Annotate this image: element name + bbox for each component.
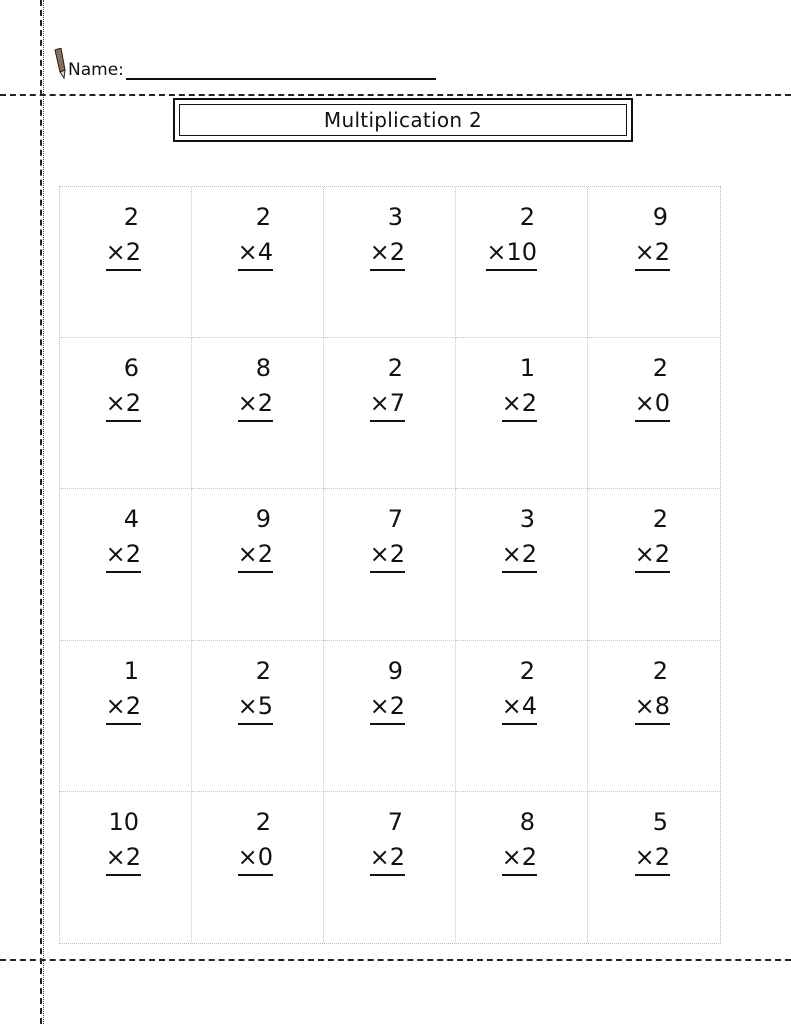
- problem: [502, 350, 537, 422]
- problem-top-number: 2: [255, 807, 271, 836]
- problem-cell: [456, 489, 588, 640]
- problem-cell: [192, 338, 324, 489]
- problem: [106, 653, 141, 725]
- problem-multiplier: ×7: [370, 386, 405, 422]
- problem-cell: [588, 641, 720, 792]
- cut-line-vertical: [40, 0, 42, 1024]
- problem-multiplier: ×2: [238, 537, 273, 573]
- problem-top-number: 3: [387, 203, 403, 231]
- problem-cell: [456, 338, 588, 489]
- problem-cell: [192, 641, 324, 792]
- problem-top-number: 2: [652, 656, 668, 685]
- problem-top-number: 2: [387, 354, 403, 383]
- page-title: Multiplication 2: [323, 108, 483, 132]
- problem-multiplier: ×2: [635, 840, 670, 876]
- problem-top-number: 10: [108, 807, 139, 836]
- problem: [238, 804, 273, 876]
- problem-top-number: 3: [519, 505, 535, 534]
- problem: [502, 653, 537, 725]
- problem: [106, 350, 141, 422]
- problem-top-number: 2: [255, 656, 271, 685]
- problem-multiplier: ×2: [106, 235, 141, 271]
- problem-top-number: 7: [387, 807, 403, 836]
- problem-top-number: 8: [519, 807, 535, 836]
- problem-multiplier: ×2: [370, 537, 405, 573]
- problem-multiplier: ×2: [238, 386, 273, 422]
- problem: [635, 199, 670, 271]
- problem-cell: [192, 792, 324, 943]
- problem-top-number: 2: [652, 354, 668, 383]
- problem-cell: [324, 187, 456, 338]
- problem: [370, 804, 405, 876]
- problem-cell: [60, 641, 192, 792]
- problem-multiplier: ×2: [106, 689, 141, 725]
- problem-top-number: 4: [123, 505, 139, 534]
- problem-cell: [324, 641, 456, 792]
- problem-cell: [324, 489, 456, 640]
- cut-line-bottom: [0, 959, 791, 961]
- problem-cell: [60, 792, 192, 943]
- problem: [486, 199, 537, 271]
- cut-line-top: [0, 94, 791, 96]
- problem: [502, 804, 537, 876]
- problem-top-number: 2: [123, 203, 139, 231]
- name-field[interactable]: [126, 60, 436, 80]
- problem-multiplier: ×0: [238, 840, 273, 876]
- problem-multiplier: ×2: [635, 537, 670, 573]
- problem-top-number: 1: [519, 354, 535, 383]
- problem-multiplier: ×2: [106, 537, 141, 573]
- problem: [106, 501, 141, 573]
- problem-multiplier: ×2: [502, 386, 537, 422]
- problem-grid: [59, 186, 721, 944]
- problem: [370, 199, 405, 271]
- problem-cell: [60, 489, 192, 640]
- problem-cell: [588, 187, 720, 338]
- problem: [370, 501, 405, 573]
- problem-multiplier: ×0: [635, 386, 670, 422]
- problem: [635, 501, 670, 573]
- problem-cell: [588, 338, 720, 489]
- problem-multiplier: ×2: [635, 235, 670, 271]
- problem-top-number: 2: [519, 656, 535, 685]
- problem-multiplier: ×5: [238, 689, 273, 725]
- problem-cell: [456, 792, 588, 943]
- problem-cell: [192, 187, 324, 338]
- problem-top-number: 7: [387, 505, 403, 534]
- problem-multiplier: ×2: [370, 840, 405, 876]
- problem-multiplier: ×8: [635, 689, 670, 725]
- problem-top-number: 8: [255, 354, 271, 383]
- problem-cell: [588, 792, 720, 943]
- problem-multiplier: ×2: [502, 840, 537, 876]
- problem-top-number: 2: [519, 203, 535, 231]
- problem-top-number: 5: [652, 807, 668, 836]
- problem-cell: [324, 338, 456, 489]
- problem: [238, 653, 273, 725]
- problem-multiplier: ×2: [502, 537, 537, 573]
- problem-top-number: 9: [652, 203, 668, 231]
- problem-multiplier: ×2: [106, 386, 141, 422]
- problem-top-number: 6: [123, 354, 139, 383]
- margin-line-vertical: [43, 0, 44, 1024]
- problem-multiplier: ×2: [370, 235, 405, 271]
- problem: [635, 350, 670, 422]
- problem: [238, 350, 273, 422]
- problem-top-number: 9: [255, 505, 271, 534]
- problem-cell: [324, 792, 456, 943]
- problem-multiplier: ×2: [106, 840, 141, 876]
- name-label: Name:: [68, 60, 124, 80]
- problem: [238, 199, 273, 271]
- problem-top-number: 1: [123, 656, 139, 685]
- problem-multiplier: ×4: [238, 235, 273, 271]
- problem-top-number: 9: [387, 656, 403, 685]
- problem-cell: [588, 489, 720, 640]
- problem: [106, 199, 141, 271]
- problem: [635, 804, 670, 876]
- problem-cell: [192, 489, 324, 640]
- problem-cell: [60, 338, 192, 489]
- problem-multiplier: ×2: [370, 689, 405, 725]
- problem: [370, 653, 405, 725]
- problem-top-number: 2: [652, 505, 668, 534]
- problem: [238, 501, 273, 573]
- problem-cell: [456, 641, 588, 792]
- problem: [635, 653, 670, 725]
- problem: [370, 350, 405, 422]
- problem-top-number: 2: [255, 203, 271, 231]
- pencil-icon: [52, 48, 66, 80]
- problem-multiplier: ×4: [502, 689, 537, 725]
- name-row: [52, 48, 436, 80]
- problem-cell: [456, 187, 588, 338]
- problem: [106, 804, 141, 876]
- problem-multiplier: ×10: [486, 235, 537, 271]
- title-box: [173, 98, 633, 142]
- problem: [502, 501, 537, 573]
- problem-cell: [60, 187, 192, 338]
